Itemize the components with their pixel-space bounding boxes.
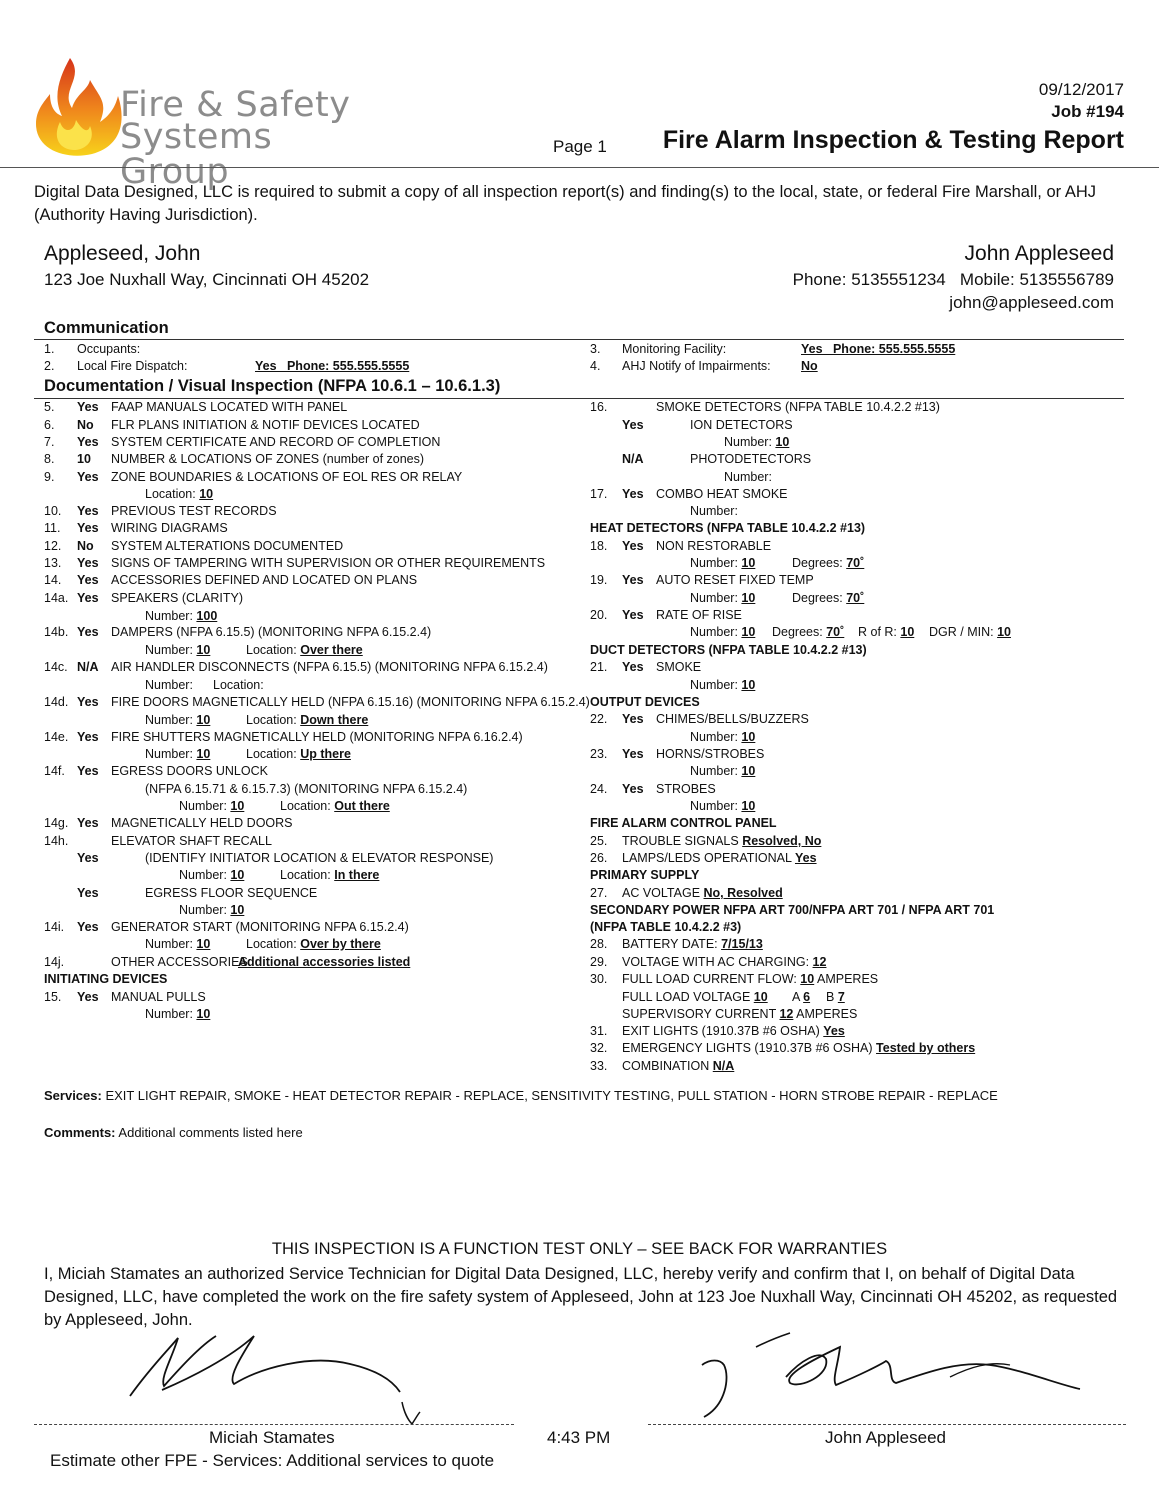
number-line: Number: 10 (145, 747, 211, 761)
item-answer: Yes (77, 521, 99, 535)
output-devices-heading: OUTPUT DEVICES (590, 695, 700, 709)
item-answer: Yes (622, 747, 644, 761)
number-line: Number: 10 (690, 678, 756, 692)
phase-a-value: A 6 (792, 990, 811, 1004)
primary-supply-heading: PRIMARY SUPPLY (590, 868, 700, 882)
page-number: Page 1 (553, 137, 607, 156)
heat-detectors-heading: HEAT DETECTORS (NFPA TABLE 10.4.2.2 #13) (590, 521, 866, 535)
item-label: SYSTEM ALTERATIONS DOCUMENTED (111, 539, 344, 553)
item-number: 31. (590, 1024, 608, 1038)
services-line: Services: EXIT LIGHT REPAIR, SMOKE - HEAT DETECTOR REPAIR - REPLACE, SENSITIVITY TESTING, PULL STATION - HORN STROBE REPAIR - REPLACE (44, 1088, 998, 1103)
item-answer: Yes (77, 730, 99, 744)
item-number: 11. (44, 521, 61, 535)
number-line: Number: 10 (145, 937, 211, 951)
technician-signature (120, 1328, 430, 1428)
item-number: 32. (590, 1041, 608, 1055)
number-line: Number: 10 (690, 591, 756, 605)
item-answer: Yes (77, 764, 99, 778)
item-number: 9. (44, 470, 55, 484)
item-label: NUMBER & LOCATIONS OF ZONES (number of zones) (111, 452, 425, 466)
item-answer: Yes (622, 487, 644, 501)
certification-text: I, Miciah Stamates an authorized Service Technician for Digital Data Designed, LLC, hereby verify and confirm that I, on behalf of Digital Data Designed, LLC, have completed the work on the fire safety system of Appleseed, John at 123 Joe Nuxhall Way, Cincinnati OH 45202, as requested by Appleseed, John. (44, 1265, 1118, 1329)
item-label: DAMPERS (NFPA 6.15.5) (MONITORING NFPA 6.15.2.4) (111, 625, 432, 639)
item-answer: Yes (77, 435, 99, 449)
item-number: 10. (44, 504, 62, 518)
location-line: Location: Out there (280, 799, 390, 813)
flame-icon (30, 50, 125, 162)
item-answer: Yes (77, 695, 99, 709)
battery-date-line: BATTERY DATE: 7/15/13 (622, 937, 763, 951)
item-number: 4. (590, 359, 601, 373)
item-answer: Yes (77, 573, 99, 587)
item-label: ZONE BOUNDARIES & LOCATIONS OF EOL RES OR RELAY (111, 470, 463, 484)
item-number: 16. (590, 400, 608, 414)
degrees-line: Degrees: 70˚ (792, 591, 865, 605)
company-name-line1: Fire & Safety (120, 85, 351, 125)
item-answer: Yes (77, 556, 99, 570)
item-number: 20. (590, 608, 608, 622)
item-label: MAGNETICALLY HELD DOORS (111, 816, 293, 830)
item-number: 14d. (44, 695, 69, 709)
item-answer: Yes (622, 539, 644, 553)
item-number: 21. (590, 660, 608, 674)
customer-name: Appleseed, John (44, 242, 201, 265)
trouble-signals-line: TROUBLE SIGNALS Resolved, No (622, 834, 822, 848)
item-label: AUTO RESET FIXED TEMP (656, 573, 814, 587)
item-answer: No (801, 359, 818, 373)
item-label: ION DETECTORS (690, 418, 793, 432)
item-answer: 10 (77, 452, 91, 466)
item-answer: Yes (622, 782, 644, 796)
degrees-line: Degrees: 70˚ (772, 625, 845, 639)
comments-line: Comments: Additional comments listed here (44, 1125, 303, 1140)
emergency-lights-line: EMERGENCY LIGHTS (1910.37B #6 OSHA) Tested by others (622, 1041, 976, 1055)
item-number: 14h. (44, 834, 69, 848)
technician-signature-line (34, 1424, 514, 1425)
item-answer: Yes (622, 608, 644, 622)
section-divider (34, 398, 1124, 399)
item-label: SPEAKERS (CLARITY) (111, 591, 243, 605)
item-number: 14j. (44, 955, 65, 969)
customer-signature-line (648, 1424, 1126, 1425)
item-number: 8. (44, 452, 55, 466)
number-line: Number: 10 (690, 556, 756, 570)
company-name-line2: Systems Group (120, 117, 273, 192)
number-line: Number: 10 (179, 799, 245, 813)
phase-b-value: B 7 (826, 990, 845, 1004)
item-number: 5. (44, 400, 55, 414)
item-number: 7. (44, 435, 55, 449)
item-answer: Yes (77, 591, 99, 605)
number-line: Number: 10 (145, 1007, 211, 1021)
item-answer: Yes (77, 625, 99, 639)
degrees-line: Degrees: 70˚ (792, 556, 865, 570)
full-load-current-line: FULL LOAD CURRENT FLOW: 10 AMPERES (622, 972, 879, 986)
other-accessories-value: Additional accessories listed (238, 955, 411, 969)
customer-signature (690, 1325, 1090, 1430)
nfpa-reference: (NFPA 6.15.71 & 6.15.7.3) (MONITORING NFPA 6.15.2.4) (145, 782, 468, 796)
item-number: 2. (44, 359, 55, 373)
item-number: 14g. (44, 816, 69, 830)
location-line: Location: 10 (145, 487, 214, 501)
location-line: Location: Over by there (246, 937, 381, 951)
item-number: 12. (44, 539, 62, 553)
item-number: 14e. (44, 730, 69, 744)
item-number: 14b. (44, 625, 69, 639)
number-line: Number: 10 (690, 730, 756, 744)
lamps-leds-line: LAMPS/LEDS OPERATIONAL Yes (622, 851, 817, 865)
item-label: SIGNS OF TAMPERING WITH SUPERVISION OR OTHER REQUIREMENTS (111, 556, 546, 570)
item-answer: Yes (77, 504, 99, 518)
secondary-power-heading: SECONDARY POWER NFPA ART 700/NFPA ART 701 / NFPA ART 701 (590, 903, 995, 917)
location-line: Location: Over there (246, 643, 363, 657)
item-number: 28. (590, 937, 608, 951)
item-answer: Yes (622, 660, 644, 674)
item-label: PHOTODETECTORS (690, 452, 812, 466)
item-label: EGRESS DOORS UNLOCK (111, 764, 268, 778)
item-answer: N/A (77, 660, 99, 674)
item-number: 17. (590, 487, 608, 501)
item-number: 1. (44, 342, 55, 356)
number-line: Number: 10 (690, 625, 756, 639)
item-label: OTHER ACCESSORIES: (111, 955, 252, 969)
fire-alarm-control-panel-heading: FIRE ALARM CONTROL PANEL (590, 816, 777, 830)
item-number: 14. (44, 573, 62, 587)
item-label: NON RESTORABLE (656, 539, 772, 553)
section-documentation: Documentation / Visual Inspection (NFPA 10.6.1 – 10.6.1.3) (44, 377, 501, 395)
contact-email: john@appleseed.com (949, 293, 1114, 312)
item-label: ELEVATOR SHAFT RECALL (111, 834, 272, 848)
secondary-power-table: (NFPA TABLE 10.4.2.2 #3) (590, 920, 742, 934)
number-line: Number: 10 (145, 713, 211, 727)
item-label: Occupants: (77, 342, 141, 356)
item-number: 27. (590, 886, 608, 900)
dgr-min-line: DGR / MIN: 10 (929, 625, 1011, 639)
item-label: RATE OF RISE (656, 608, 742, 622)
item-number: 33. (590, 1059, 608, 1073)
location-line: Location: Up there (246, 747, 351, 761)
item-answer: Yes (77, 990, 99, 1004)
item-label: (IDENTIFY INITIATOR LOCATION & ELEVATOR RESPONSE) (145, 851, 494, 865)
item-number: 23. (590, 747, 608, 761)
report-title: Fire Alarm Inspection & Testing Report (662, 126, 1124, 154)
rate-of-rise-line: R of R: 10 (858, 625, 915, 639)
number-line: Number: 10 (145, 643, 211, 657)
item-answer: Yes (622, 418, 644, 432)
initiating-devices-heading: INITIATING DEVICES (44, 972, 168, 986)
item-number: 19. (590, 573, 608, 587)
item-answer: No (77, 418, 94, 432)
signature-time: 4:43 PM (547, 1428, 611, 1447)
number-line: Number: (145, 678, 193, 692)
item-answer: Yes (622, 573, 644, 587)
item-label: WIRING DIAGRAMS (111, 521, 228, 535)
item-answer: Yes (77, 886, 99, 900)
item-number: 15. (44, 990, 62, 1004)
number-line: Number: (724, 470, 772, 484)
contact-phones: Phone: 5135551234 Mobile: 5135556789 (792, 270, 1114, 289)
item-label: Local Fire Dispatch: (77, 359, 188, 373)
item-label: FLR PLANS INITIATION & NOTIF DEVICES LOCATED (111, 418, 420, 432)
combination-line: COMBINATION N/A (622, 1059, 735, 1073)
voltage-charging-line: VOLTAGE WITH AC CHARGING: 12 (622, 955, 827, 969)
item-number: 14f. (44, 764, 65, 778)
duct-detectors-heading: DUCT DETECTORS (NFPA TABLE 10.4.2.2 #13) (590, 643, 867, 657)
item-label: MANUAL PULLS (111, 990, 206, 1004)
number-line: Number: 10 (179, 903, 245, 917)
item-answer: Yes (77, 920, 99, 934)
item-label: AHJ Notify of Impairments: (622, 359, 771, 373)
exit-lights-line: EXIT LIGHTS (1910.37B #6 OSHA) Yes (622, 1024, 845, 1038)
number-line: Number: 100 (145, 609, 218, 623)
item-number: 30. (590, 972, 608, 986)
item-number: 14i. (44, 920, 65, 934)
number-line: Number: (690, 504, 738, 518)
item-label: FIRE SHUTTERS MAGNETICALLY HELD (MONITORING NFPA 6.16.2.4) (111, 730, 523, 744)
item-label: AIR HANDLER DISCONNECTS (NFPA 6.15.5) (MONITORING NFPA 6.15.2.4) (111, 660, 548, 674)
customer-signature-name: John Appleseed (825, 1428, 946, 1447)
item-answer: Yes (77, 470, 99, 484)
item-answer: Yes Phone: 555.555.5555 (255, 359, 410, 373)
number-line: Number: 10 (690, 799, 756, 813)
notice-text: Digital Data Designed, LLC is required to submit a copy of all inspection report(s) and finding(s) to the local, state, or federal Fire Marshall, or AHJ (Authority Having Jurisdiction). (34, 183, 1096, 224)
item-answer: Yes Phone: 555.555.5555 (801, 342, 956, 356)
warranty-heading: THIS INSPECTION IS A FUNCTION TEST ONLY – SEE BACK FOR WARRANTIES (271, 1240, 888, 1258)
number-line: Number: 10 (724, 435, 790, 449)
item-label: SYSTEM CERTIFICATE AND RECORD OF COMPLETION (111, 435, 441, 449)
location-line: Location: (213, 678, 264, 692)
item-label: HORNS/STROBES (656, 747, 765, 761)
full-load-voltage-line: FULL LOAD VOLTAGE 10 (622, 990, 768, 1004)
section-divider (34, 339, 1124, 340)
item-label: GENERATOR START (MONITORING NFPA 6.15.2.4) (111, 920, 409, 934)
item-number: 13. (44, 556, 62, 570)
item-number: 26. (590, 851, 608, 865)
number-line: Number: 10 (690, 764, 756, 778)
company-logo (30, 50, 370, 192)
item-number: 6. (44, 418, 55, 432)
item-answer: Yes (77, 816, 99, 830)
item-label: EGRESS FLOOR SEQUENCE (145, 886, 318, 900)
report-date: 09/12/2017 (1038, 80, 1124, 99)
technician-name: Miciah Stamates (209, 1428, 335, 1447)
item-label: CHIMES/BELLS/BUZZERS (656, 712, 809, 726)
contact-name: John Appleseed (964, 242, 1114, 265)
item-label: STROBES (656, 782, 716, 796)
item-number: 29. (590, 955, 608, 969)
item-number: 24. (590, 782, 608, 796)
item-number: 18. (590, 539, 608, 553)
item-answer: Yes (77, 851, 99, 865)
item-answer: Yes (77, 400, 99, 414)
item-label: FIRE DOORS MAGNETICALLY HELD (NFPA 6.15.16) (MONITORING NFPA 6.15.2.4) (111, 695, 590, 709)
item-number: 14c. (44, 660, 68, 674)
item-label: Monitoring Facility: (622, 342, 727, 356)
item-label: SMOKE (656, 660, 702, 674)
item-number: 22. (590, 712, 608, 726)
item-label: PREVIOUS TEST RECORDS (111, 504, 277, 518)
estimate-note: Estimate other FPE - Services: Additional services to quote (50, 1451, 495, 1470)
supervisory-current-line: SUPERVISORY CURRENT 12 AMPERES (622, 1007, 858, 1021)
item-number: 25. (590, 834, 608, 848)
location-line: Location: In there (280, 868, 380, 882)
item-answer: N/A (622, 452, 644, 466)
item-number: 3. (590, 342, 601, 356)
section-communication: Communication (44, 319, 169, 337)
item-answer: No (77, 539, 94, 553)
item-answer: Yes (622, 712, 644, 726)
job-number: Job #194 (1051, 102, 1124, 121)
header-divider (0, 167, 1159, 168)
item-label: COMBO HEAT SMOKE (656, 487, 788, 501)
number-line: Number: 10 (179, 868, 245, 882)
item-label: SMOKE DETECTORS (NFPA TABLE 10.4.2.2 #13) (656, 400, 940, 414)
item-label: FAAP MANUALS LOCATED WITH PANEL (111, 400, 348, 414)
item-label: ACCESSORIES DEFINED AND LOCATED ON PLANS (111, 573, 418, 587)
customer-address: 123 Joe Nuxhall Way, Cincinnati OH 45202 (44, 270, 370, 289)
item-number: 14a. (44, 591, 69, 605)
ac-voltage-line: AC VOLTAGE No, Resolved (622, 886, 783, 900)
location-line: Location: Down there (246, 713, 369, 727)
